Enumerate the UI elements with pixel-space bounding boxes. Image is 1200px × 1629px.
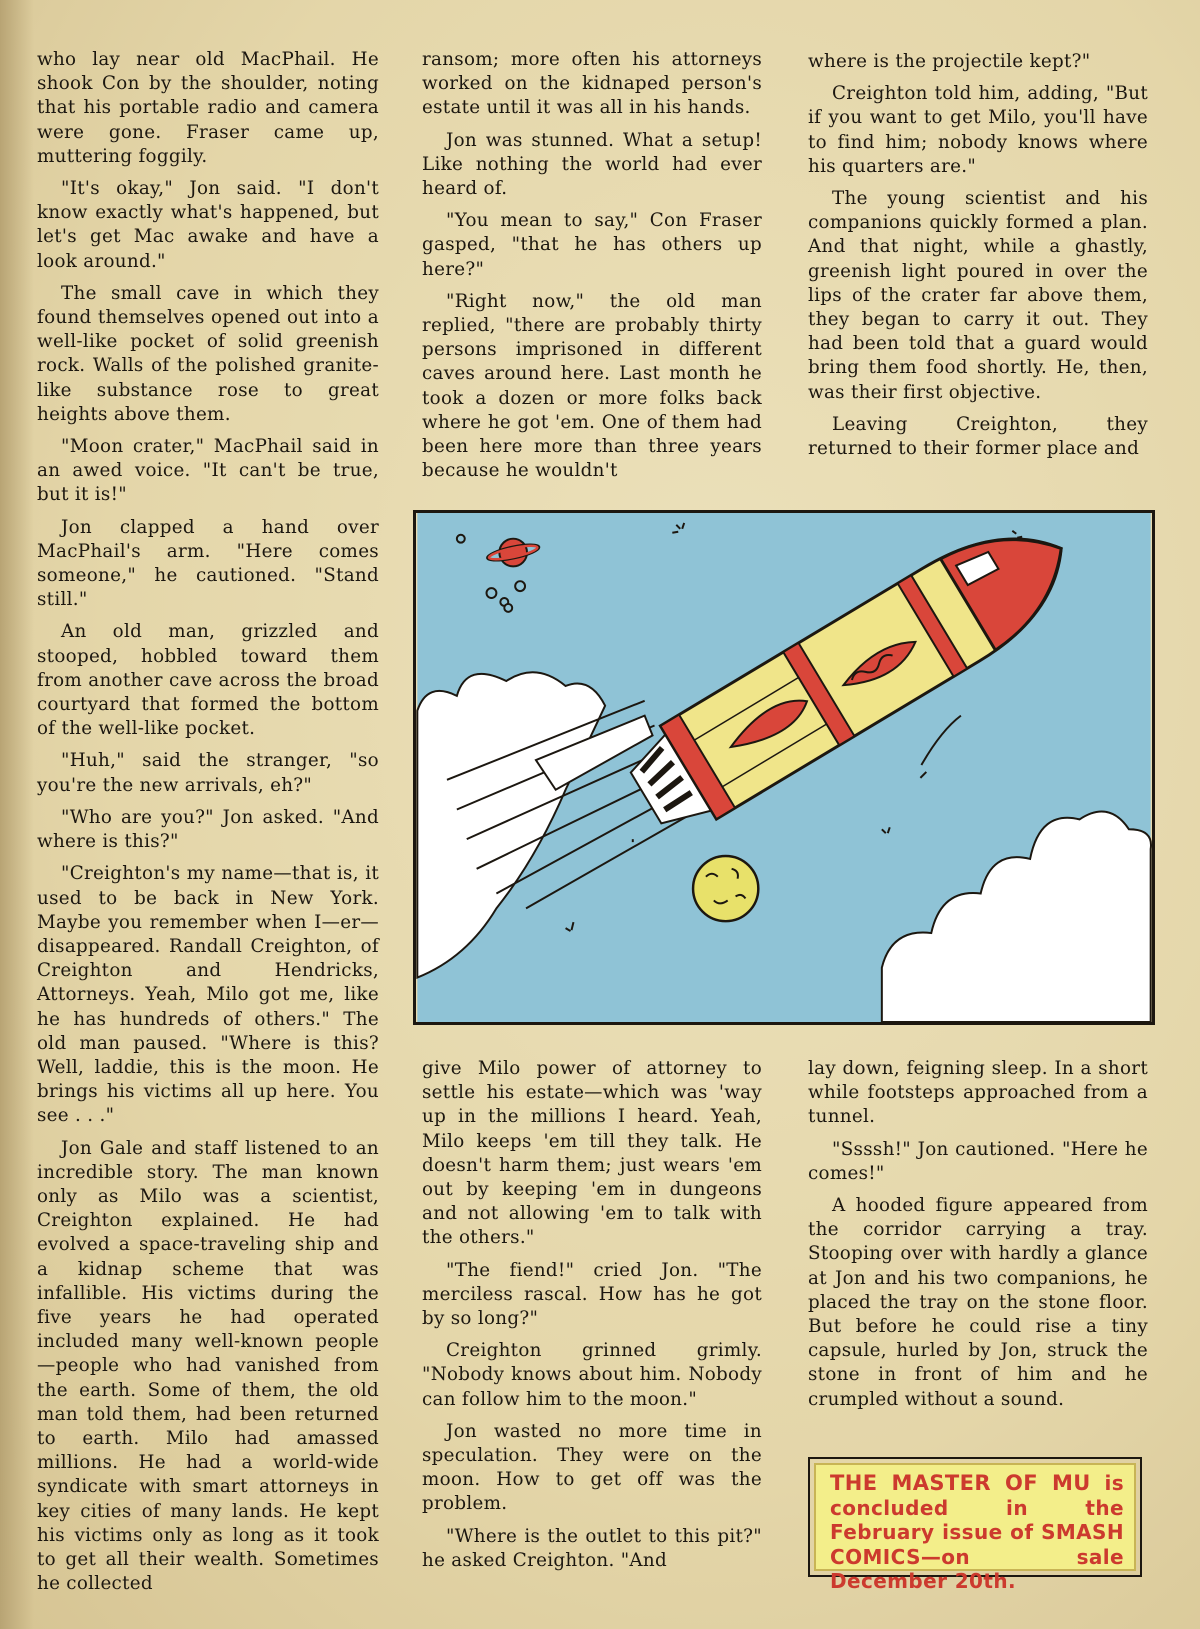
text-column-3-top [808,50,1148,469]
bubble-icon [504,604,512,612]
paragraph: lay down, feigning sleep. In a short while footsteps approached from a tunnel. [808,1058,1148,1128]
paragraph: Jon Gale and staff listened to an incredible story. The man known only as Milo was a scientist, Creighton explained. He had evolved a space-traveling ship and a kidnap scheme that was infallible. His victims during the five years he had operated included many well-known people—people who had vanished from the earth. Some of them, the old man told them, had been returned to earth. Milo had amassed millions. He had a world-wide syndicate with smart attorneys in key cities of many lands. He kept his victims only as long as it took to get all their wealth. Sometimes he collected [37,1137,379,1595]
paragraph: "Creighton's my name—that is, it used to be back in New York. Maybe you remember when I—er—disappeared. Randall Creighton, of Creighton and Hendricks, Attorneys. Yeah, Milo got me, like he has hundreds of others." The old man paused. "Where is this? Well, laddie, this is the moon. He brings his victims all up here. You see . . ." [37,863,379,1127]
promo-title: THE MASTER OF MU [830,1471,1091,1495]
rocket-illustration [416,513,1152,1022]
text-column-2-bottom [422,1057,762,1581]
paragraph: "Moon crater," MacPhail said in an awed voice. "It can't be true, but it is!" [37,436,379,506]
paragraph: An old man, grizzled and stooped, hobbled toward them from another cave across the broad courtyard that formed the bottom of the well-like pocket. [37,621,379,740]
next-issue-promo-box [808,1457,1142,1593]
paragraph: Jon clapped a hand over MacPhail's arm. "Here comes someone," he cautioned. "Stand still." [37,516,379,611]
paragraph: "Ssssh!" Jon cautioned. "Here he comes!" [808,1138,1148,1184]
text-column-3-bottom [808,1057,1148,1420]
rocket-illustration-panel [413,510,1155,1025]
text-column-1 [37,48,379,1604]
paragraph: where is the projectile kept?" [808,51,1091,72]
paragraph: The small cave in which they found themselves opened out into a well-like pocket of solid greenish rock. Walls of the polished granite-like substance rose to great heights above them. [37,282,379,425]
paragraph: who lay near old MacPhail. He shook Con by the shoulder, noting that his portable radio and camera were gone. Fraser came up, muttering foggily. [37,49,379,167]
bubble-icon [515,581,525,591]
paragraph: "Where is the outlet to this pit?" he asked Creighton. "And [422,1525,762,1571]
paragraph: "You mean to say," Con Fraser gasped, "that he has others up here?" [422,210,762,280]
paragraph: ransom; more often his attorneys worked on the kidnaped person's estate until it was all in his hands. [422,49,762,119]
promo-body: is concluded in the February issue of SMASH COMICS—on sale December 20th. [830,1471,1124,1593]
paragraph: "Who are you?" Jon asked. "And where is this?" [37,806,379,853]
promo-text [814,1463,1136,1593]
text-column-2-top [422,48,762,491]
paragraph: "The fiend!" cried Jon. "The merciless rascal. How has he got by so long?" [422,1259,762,1330]
page-spine-shadow [0,0,34,1629]
paragraph: give Milo power of attorney to settle his estate—which was 'way up in the millions I heard. Yeah, Milo keeps 'em till they talk. He doesn't harm them; just wears 'em out by keeping 'em in dungeons and not allowing 'em to talk with the others." [422,1058,762,1249]
paragraph: Jon wasted no more time in speculation. They were on the moon. How to get off was the problem. [422,1420,762,1515]
paragraph: The young scientist and his companions quickly formed a plan. And that night, while a ghastly, greenish light poured in over the lips of the crater far above them, they began to carry it out. They had been told that a guard would bring them food shortly. He, then, was their first objective. [808,188,1148,403]
paragraph: Jon was stunned. What a setup! Like nothing the world had ever heard of. [422,129,762,200]
moon-icon [693,856,758,921]
paragraph: Leaving Creighton, they returned to their former place and [808,413,1148,460]
paragraph: Creighton told him, adding, "But if you want to get Milo, you'll have to find him; nobody knows where his quarters are." [808,83,1148,177]
paragraph: "It's okay," Jon said. "I don't know exactly what's happened, but let's get Mac awake and have a look around." [37,178,379,272]
paragraph: "Huh," said the stranger, "so you're the new arrivals, eh?" [37,750,379,796]
paragraph: A hooded figure appeared from the corridor carrying a tray. Stooping over with hardly a glance at Jon and his two companions, he placed the tray on the stone floor. But before he could rise a tiny capsule, hurled by Jon, struck the stone in front of him and he crumpled without a sound. [808,1195,1148,1410]
paragraph: "Right now," the old man replied, "there are probably thirty persons imprisoned in different caves around here. Last month he took a dozen or more folks back where he got 'em. One of them had been here more than three years because he wouldn't [422,290,762,482]
bubble-icon [457,535,465,543]
bubble-icon [487,588,497,598]
paragraph: Creighton grinned grimly. "Nobody knows about him. Nobody can follow him to the moon." [422,1340,762,1410]
